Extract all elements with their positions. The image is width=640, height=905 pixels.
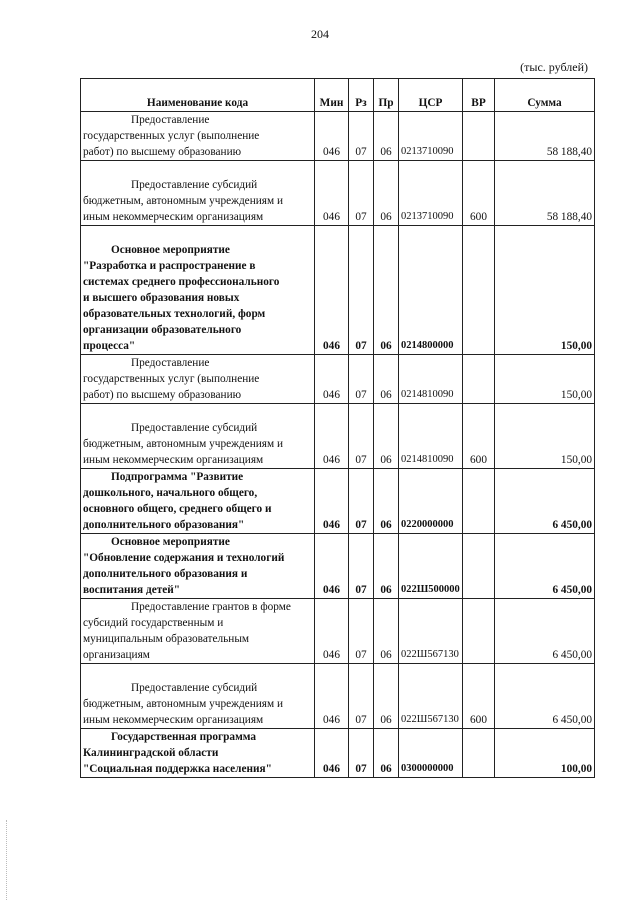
row-vr <box>463 112 495 161</box>
table-row <box>81 226 595 355</box>
table-row <box>81 664 595 729</box>
row-rz: 07 <box>349 469 374 534</box>
row-sum: 100,00 <box>495 729 595 778</box>
row-pr: 06 <box>374 599 399 664</box>
row-pr: 06 <box>374 664 399 729</box>
row-vr <box>463 599 495 664</box>
row-csr: 022Ш567130 <box>399 664 463 729</box>
row-name: Основное мероприятие "Обновление содержания и технологий дополнительного образования и воспитания детей" <box>81 534 315 599</box>
row-sum: 6 450,00 <box>495 469 595 534</box>
header-vr: ВР <box>463 79 495 112</box>
row-vr: 600 <box>463 664 495 729</box>
row-rz: 07 <box>349 226 374 355</box>
row-rz: 07 <box>349 355 374 404</box>
row-min: 046 <box>315 664 349 729</box>
table-row <box>81 112 595 161</box>
row-min: 046 <box>315 355 349 404</box>
table-row <box>81 404 595 469</box>
row-min: 046 <box>315 161 349 226</box>
table-row <box>81 729 595 778</box>
row-rz: 07 <box>349 599 374 664</box>
header-min: Мин <box>315 79 349 112</box>
table-row <box>81 355 595 404</box>
table-header-row <box>81 79 595 112</box>
row-min: 046 <box>315 469 349 534</box>
header-csr: ЦСР <box>399 79 463 112</box>
row-csr: 0214810090 <box>399 404 463 469</box>
header-rz: Рз <box>349 79 374 112</box>
row-pr: 06 <box>374 469 399 534</box>
row-vr <box>463 469 495 534</box>
row-sum: 58 188,40 <box>495 161 595 226</box>
row-vr <box>463 226 495 355</box>
row-sum: 150,00 <box>495 355 595 404</box>
row-name: Основное мероприятие "Разработка и распространение в системах среднего профессионального и высшего образования новых образовательных технологий, форм организации образовательного процесса" <box>81 226 315 355</box>
row-pr: 06 <box>374 729 399 778</box>
row-sum: 6 450,00 <box>495 534 595 599</box>
row-pr: 06 <box>374 404 399 469</box>
table-row <box>81 599 595 664</box>
row-csr: 0214810090 <box>399 355 463 404</box>
row-sum: 150,00 <box>495 404 595 469</box>
row-rz: 07 <box>349 664 374 729</box>
row-sum: 6 450,00 <box>495 664 595 729</box>
row-pr: 06 <box>374 534 399 599</box>
row-pr: 06 <box>374 161 399 226</box>
row-name: Предоставление субсидий бюджетным, автономным учреждениям и иным некоммерческим организациям <box>81 664 315 729</box>
row-min: 046 <box>315 404 349 469</box>
row-min: 046 <box>315 534 349 599</box>
table-row <box>81 161 595 226</box>
page-number: 204 <box>311 27 329 41</box>
row-vr <box>463 355 495 404</box>
row-name: Предоставление субсидий бюджетным, автономным учреждениям и иным некоммерческим организациям <box>81 404 315 469</box>
row-min: 046 <box>315 599 349 664</box>
header-sum: Сумма <box>495 79 595 112</box>
row-csr: 022Ш567130 <box>399 599 463 664</box>
row-pr: 06 <box>374 355 399 404</box>
row-rz: 07 <box>349 404 374 469</box>
row-name: Подпрограмма "Развитие дошкольного, начального общего, основного общего, среднего общего и дополнительного образования" <box>81 469 315 534</box>
row-name: Предоставление субсидий бюджетным, автономным учреждениям и иным некоммерческим организациям <box>81 161 315 226</box>
row-name: Предоставление грантов в форме субсидий государственным и муниципальным образовательным организациям <box>81 599 315 664</box>
row-name: Предоставление государственных услуг (выполнение работ) по высшему образованию <box>81 355 315 404</box>
row-csr: 022Ш500000 <box>399 534 463 599</box>
row-pr: 06 <box>374 112 399 161</box>
row-rz: 07 <box>349 534 374 599</box>
row-min: 046 <box>315 729 349 778</box>
units-label: (тыс. рублей) <box>520 60 588 74</box>
row-rz: 07 <box>349 112 374 161</box>
row-csr: 0213710090 <box>399 112 463 161</box>
row-csr: 0220000000 <box>399 469 463 534</box>
row-name: Предоставление государственных услуг (выполнение работ) по высшему образованию <box>81 112 315 161</box>
row-min: 046 <box>315 226 349 355</box>
row-csr: 0300000000 <box>399 729 463 778</box>
budget-table <box>80 78 595 778</box>
row-sum: 6 450,00 <box>495 599 595 664</box>
margin-artifact <box>6 820 8 900</box>
row-sum: 58 188,40 <box>495 112 595 161</box>
table-row <box>81 534 595 599</box>
row-vr <box>463 534 495 599</box>
header-name: Наименование кода <box>81 79 315 112</box>
row-rz: 07 <box>349 729 374 778</box>
row-rz: 07 <box>349 161 374 226</box>
row-csr: 0213710090 <box>399 161 463 226</box>
header-pr: Пр <box>374 79 399 112</box>
row-vr: 600 <box>463 161 495 226</box>
row-vr: 600 <box>463 404 495 469</box>
row-pr: 06 <box>374 226 399 355</box>
row-name: Государственная программа Калининградской области "Социальная поддержка населения" <box>81 729 315 778</box>
row-sum: 150,00 <box>495 226 595 355</box>
row-min: 046 <box>315 112 349 161</box>
table-row <box>81 469 595 534</box>
row-csr: 0214800000 <box>399 226 463 355</box>
row-vr <box>463 729 495 778</box>
